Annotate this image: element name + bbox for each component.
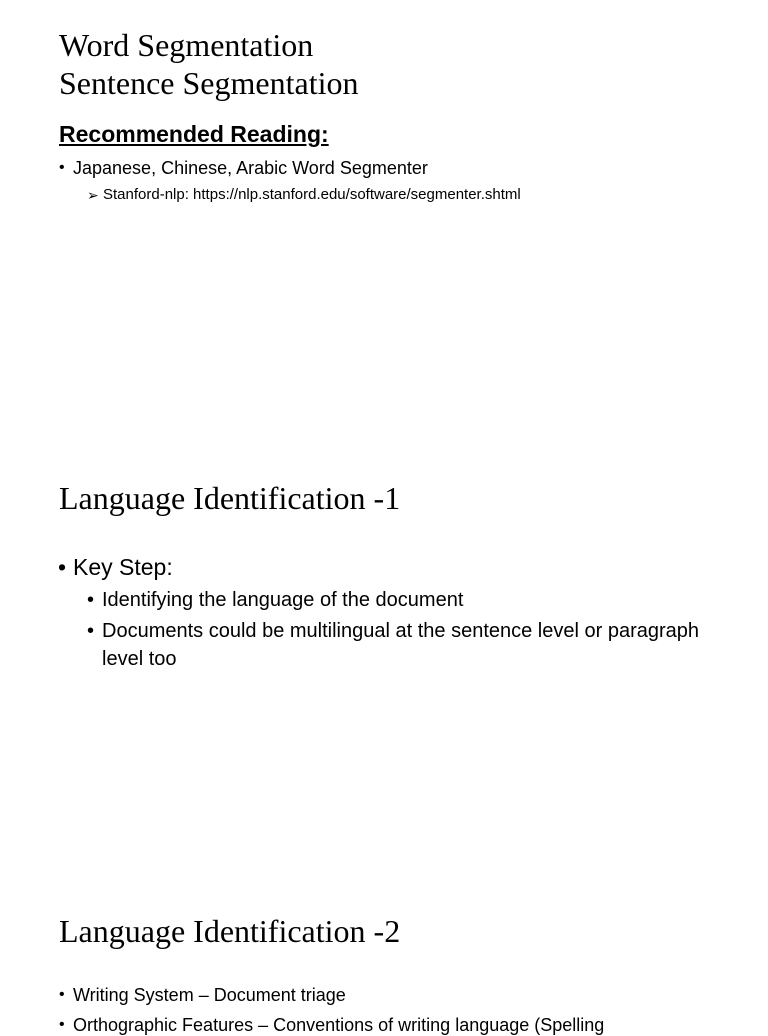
sub-bullet-item (87, 185, 521, 205)
slide-title: Language Identification -2 (59, 913, 401, 949)
title-line: Word Segmentation (59, 27, 314, 63)
bullet-text: Orthographic Features – Conventions of writing language (Spelling (73, 1015, 605, 1035)
sub-bullet-item (87, 586, 464, 614)
sub-bullet-item (87, 617, 702, 673)
bullet-item (59, 984, 346, 1006)
bullet-icon: • (87, 620, 95, 642)
slide-title (59, 26, 358, 102)
slide-word-segmentation (0, 0, 768, 434)
slide-language-identification-1 (0, 434, 768, 868)
slide-title: Language Identification -1 (59, 480, 401, 516)
bullet-item (59, 1014, 605, 1036)
recommended-reading-heading: Recommended Reading: (59, 121, 329, 147)
bullet-text: Key Step: (73, 554, 173, 580)
bullet-icon: • (59, 159, 65, 176)
slide-language-identification-2 (0, 868, 768, 1035)
sub-bullet-text: Documents could be multilingual at the sentence level or paragraph level too (102, 620, 700, 670)
bullet-text: Writing System – Document triage (73, 985, 346, 1005)
bullet-icon: • (59, 1016, 65, 1033)
bullet-icon: • (58, 554, 67, 580)
sub-bullet-text: Identifying the language of the document (102, 589, 464, 611)
title-line: Sentence Segmentation (59, 65, 359, 101)
bullet-text: Japanese, Chinese, Arabic Word Segmenter (73, 158, 428, 178)
bullet-item (58, 553, 173, 581)
bullet-icon: • (59, 986, 65, 1003)
stanford-nlp-link-text: Stanford-nlp: https://nlp.stanford.edu/software/segmenter.shtml (103, 186, 521, 203)
bullet-item (59, 157, 428, 179)
arrow-bullet-icon: ➢ (87, 187, 99, 203)
bullet-icon: • (87, 589, 95, 611)
